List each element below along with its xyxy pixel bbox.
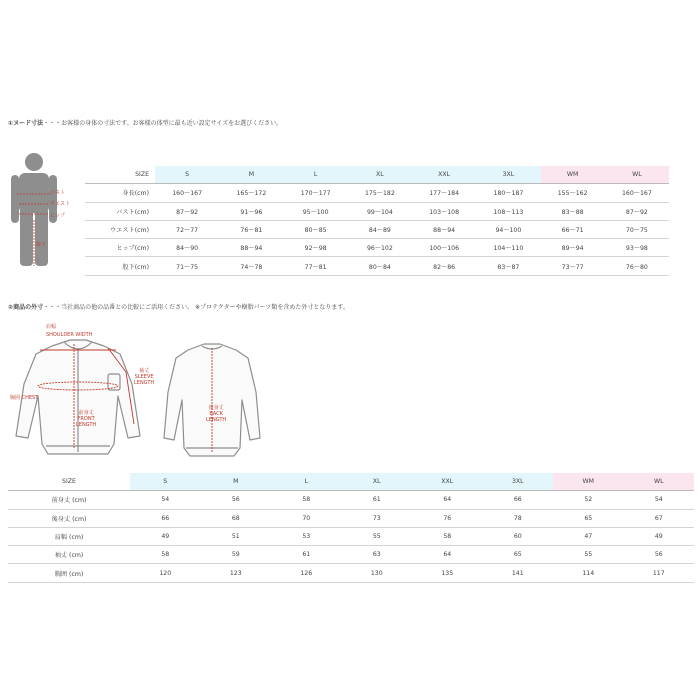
table-cell: 76 (412, 509, 483, 527)
body-silhouette (8, 150, 71, 270)
table-cell: 123 (201, 564, 272, 582)
chest-label-en: CHEST (21, 395, 39, 401)
table-cell: 87～92 (605, 202, 669, 220)
table-cell: 70 (271, 509, 342, 527)
table-cell: 51 (201, 527, 272, 545)
table-cell: 180～187 (476, 184, 540, 202)
table-cell: 60 (483, 527, 554, 545)
section2-heading-text: ・・・当社商品の他の品番との比較にご活用ください。 ※プロテクターや樹脂パーツ類を含めた外寸となります。 (43, 304, 349, 311)
row-label: 前身丈 (cm) (8, 491, 130, 509)
chest-label (10, 395, 38, 401)
table-cell: 120 (130, 564, 201, 582)
column-header: WL (624, 473, 695, 491)
table-cell: 95～100 (284, 202, 348, 220)
table-cell: 165～172 (219, 184, 283, 202)
table-cell: 58 (271, 491, 342, 509)
table-cell: 64 (412, 491, 483, 509)
table-row (85, 239, 669, 257)
table-cell: 71～75 (155, 257, 219, 275)
table-cell: 83～88 (541, 202, 605, 220)
table-cell: 141 (483, 564, 554, 582)
table-cell: 74～78 (219, 257, 283, 275)
table-cell: 61 (342, 491, 413, 509)
table-cell: 63 (342, 546, 413, 564)
table-cell: 80～84 (348, 257, 412, 275)
table-header-row (8, 473, 694, 491)
waist-label: ウエスト (50, 201, 71, 207)
table-cell: 67 (624, 509, 695, 527)
column-header: WM (541, 166, 605, 184)
column-header: XL (348, 166, 412, 184)
nude-size-table (85, 166, 669, 276)
table-cell: 99～104 (348, 202, 412, 220)
table-row (85, 220, 669, 238)
table-cell: 83～87 (476, 257, 540, 275)
sleeve-length-label-en1: SLEEVE (134, 374, 154, 380)
row-label: ヒップ(cm) (85, 239, 155, 257)
table-cell: 49 (624, 527, 695, 545)
row-label: 肩幅 (cm) (8, 527, 130, 545)
table-cell: 100～106 (412, 239, 476, 257)
column-header: XXL (412, 166, 476, 184)
table-cell: 170～177 (284, 184, 348, 202)
table-cell: 78 (483, 509, 554, 527)
section1-heading-text: ・・・お客様の身体の寸法です。お客様の体型に最も近い設定サイズをお選びください。 (43, 120, 283, 127)
table-cell: 61 (271, 546, 342, 564)
table-cell: 93～98 (605, 239, 669, 257)
table-cell: 88～94 (219, 239, 283, 257)
back-length-label (206, 405, 226, 423)
column-header: XXL (412, 473, 483, 491)
column-header: M (201, 473, 272, 491)
table-cell: 59 (201, 546, 272, 564)
table-cell: 126 (271, 564, 342, 582)
table-cell: 53 (271, 527, 342, 545)
table-cell: 96～102 (348, 239, 412, 257)
table-cell: 84～90 (155, 239, 219, 257)
table-cell: 73 (342, 509, 413, 527)
table-cell: 155～162 (541, 184, 605, 202)
table-cell: 160～167 (155, 184, 219, 202)
row-label: バスト(cm) (85, 202, 155, 220)
table-cell: 160～167 (605, 184, 669, 202)
front-length-label-en2: LENGTH (76, 422, 97, 428)
column-header: S (130, 473, 201, 491)
table-cell: 56 (624, 546, 695, 564)
table-header-row (85, 166, 669, 184)
column-header: WM (553, 473, 624, 491)
row-label: 後身丈 (cm) (8, 509, 130, 527)
table-cell: 177～184 (412, 184, 476, 202)
table-cell: 114 (553, 564, 624, 582)
table-cell: 87～92 (155, 202, 219, 220)
section1-heading-title: ①ヌード寸法 (8, 120, 44, 127)
column-header: SIZE (85, 166, 155, 184)
table-cell: 58 (412, 527, 483, 545)
table-cell: 135 (412, 564, 483, 582)
table-row (85, 257, 669, 275)
table-row (8, 527, 694, 545)
table-row (8, 564, 694, 582)
garment-size-table (8, 473, 694, 583)
table-cell: 58 (130, 546, 201, 564)
table-cell: 84～89 (348, 220, 412, 238)
table-cell: 70～75 (605, 220, 669, 238)
bust-label: バスト (50, 190, 66, 196)
row-label: 袖丈 (cm) (8, 546, 130, 564)
sleeve-length-label-en2: LENGTH (134, 380, 155, 386)
table-cell: 175～182 (348, 184, 412, 202)
table-row (85, 184, 669, 202)
back-length-label-en1: BACK (209, 411, 223, 417)
column-header: XL (342, 473, 413, 491)
front-length-label-en1: FRONT (77, 416, 95, 422)
table-cell: 130 (342, 564, 413, 582)
jacket-back-illustration (162, 338, 262, 468)
table-row (8, 491, 694, 509)
table-cell: 82～86 (412, 257, 476, 275)
column-header: 3XL (483, 473, 554, 491)
column-header: M (219, 166, 283, 184)
table-cell: 73～77 (541, 257, 605, 275)
table-cell: 103～108 (412, 202, 476, 220)
table-cell: 92～98 (284, 239, 348, 257)
column-header: SIZE (8, 473, 130, 491)
shoulder-width-label-jp: 肩幅 (46, 324, 57, 330)
table-cell: 66 (130, 509, 201, 527)
section2-heading (8, 302, 349, 311)
table-cell: 94～100 (476, 220, 540, 238)
front-length-label (76, 410, 96, 428)
table-cell: 91～96 (219, 202, 283, 220)
table-row (8, 546, 694, 564)
table-cell: 52 (553, 491, 624, 509)
column-header: S (155, 166, 219, 184)
table-cell: 76～80 (605, 257, 669, 275)
table-cell: 54 (624, 491, 695, 509)
jacket-front-illustration (8, 324, 148, 464)
table-cell: 66～71 (541, 220, 605, 238)
table-cell: 117 (624, 564, 695, 582)
table-cell: 108～113 (476, 202, 540, 220)
front-length-label-jp: 前身丈 (78, 410, 94, 416)
table-cell: 76～81 (219, 220, 283, 238)
shoulder-width-label-en: SHOULDER WIDTH (46, 332, 93, 338)
chest-label-jp: 胸囲 (10, 395, 21, 401)
table-cell: 80～85 (284, 220, 348, 238)
table-cell: 77～81 (284, 257, 348, 275)
back-length-label-jp: 後身丈 (208, 405, 224, 411)
section1-heading (8, 118, 282, 127)
sleeve-length-label (134, 368, 154, 386)
table-cell: 104～110 (476, 239, 540, 257)
column-header: L (284, 166, 348, 184)
table-cell: 65 (553, 509, 624, 527)
inseam-label: 股下 (36, 242, 47, 248)
column-header: L (271, 473, 342, 491)
column-header: 3XL (476, 166, 540, 184)
back-length-label-en2: LENGTH (206, 417, 227, 423)
body-figure-icon (11, 153, 57, 266)
table-row (8, 509, 694, 527)
row-label: 身長(cm) (85, 184, 155, 202)
table-cell: 68 (201, 509, 272, 527)
table-cell: 72～77 (155, 220, 219, 238)
table-cell: 47 (553, 527, 624, 545)
row-label: 股下(cm) (85, 257, 155, 275)
table-cell: 49 (130, 527, 201, 545)
table-cell: 89～94 (541, 239, 605, 257)
section2-heading-title: ②商品の外寸 (8, 304, 44, 311)
row-label: ウエスト(cm) (85, 220, 155, 238)
table-cell: 65 (483, 546, 554, 564)
sleeve-length-label-jp: 袖丈 (139, 368, 150, 374)
table-row (85, 202, 669, 220)
table-cell: 55 (553, 546, 624, 564)
column-header: WL (605, 166, 669, 184)
table-cell: 64 (412, 546, 483, 564)
table-cell: 88～94 (412, 220, 476, 238)
table-cell: 56 (201, 491, 272, 509)
table-cell: 54 (130, 491, 201, 509)
hip-label: ヒップ (50, 213, 65, 219)
row-label: 胸囲 (cm) (8, 564, 130, 582)
table-cell: 66 (483, 491, 554, 509)
table-cell: 55 (342, 527, 413, 545)
